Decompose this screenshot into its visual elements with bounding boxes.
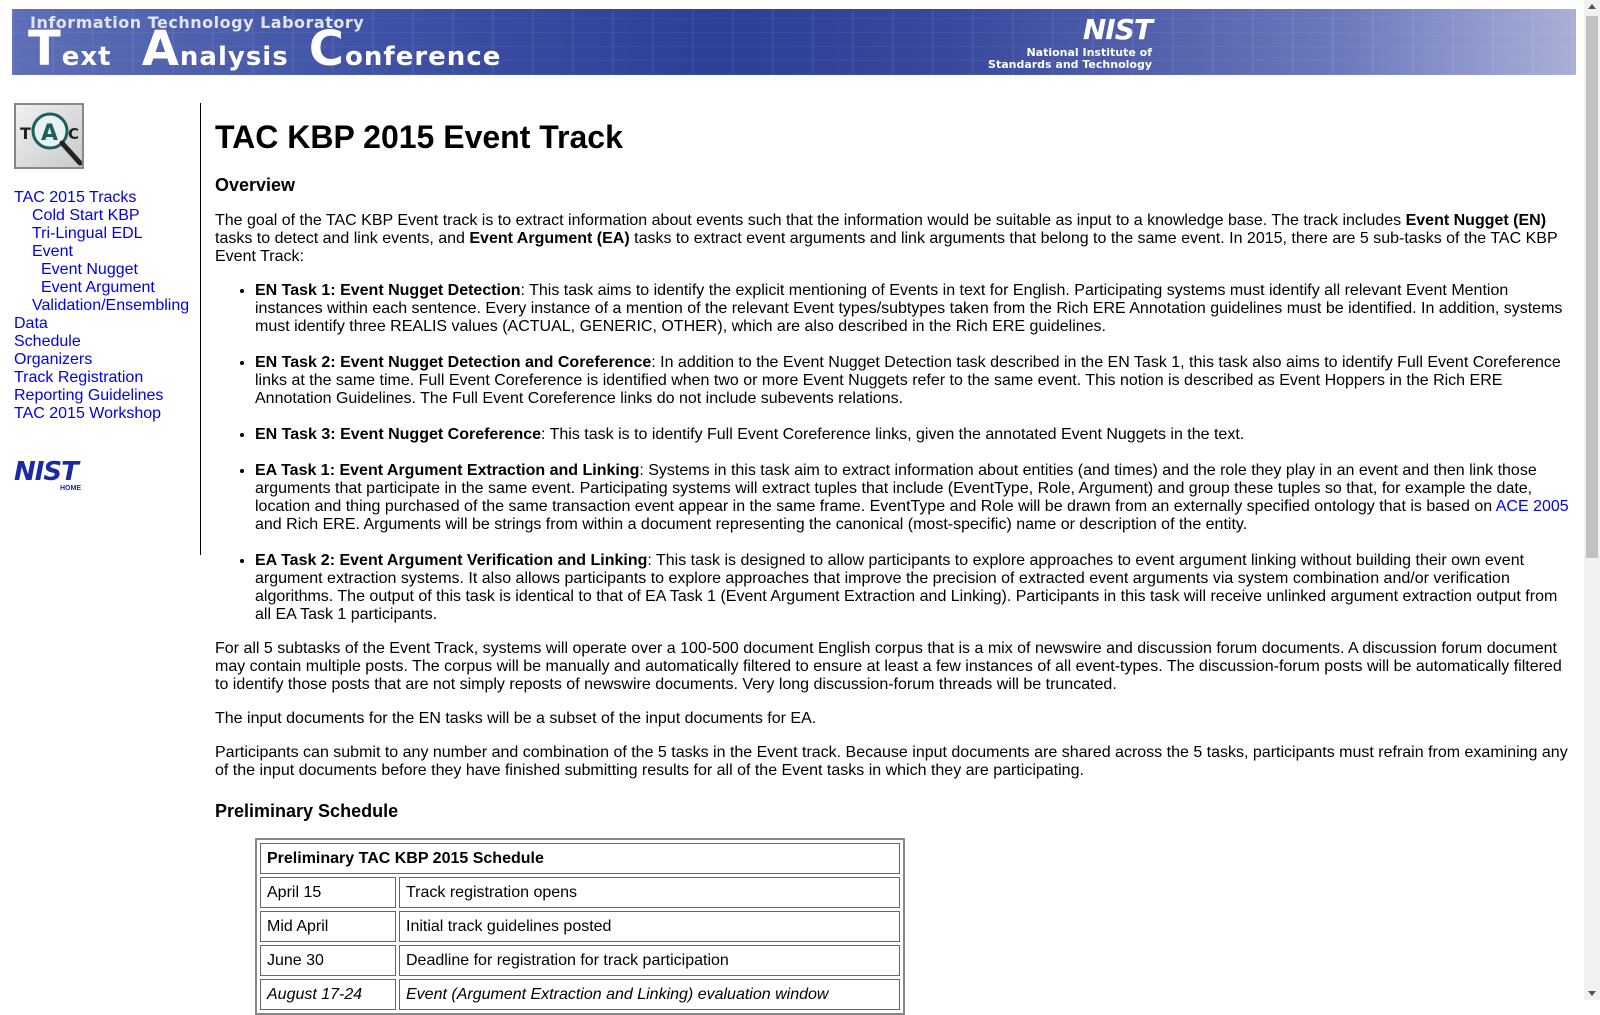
task-description: : Systems in this task aim to extract information about entities (and times) and the role they play in an event and then link those arguments that participate in the same event. Participating systems will extract tuples that include (EventType, Role, Argument) and group these tuples so that, for example the date, location and thing purchased of the same transaction event appear in the same frame. EventType and Role will be drawn from an externally specified ontology that is based on xyxy=(255,462,1537,515)
main-content xyxy=(215,118,1570,1015)
tac-magnifier-logo[interactable] xyxy=(14,103,84,169)
task-name: EN Task 3: Event Nugget Coreference xyxy=(255,426,542,443)
task-description: : This task is designed to allow participants to explore approaches to event argument linking without building their own event argument extraction systems. It also allows participants to explore approaches that improve the precision of extracted event arguments via system combination and/or verification algorithms. The output of this task is identical to that of EA Task 1 (Event Argument Extraction and Linking). Participants in this task will receive unlinked argument extraction output from all EA Task 1 participants. xyxy=(255,552,1558,623)
nav-data[interactable]: Data xyxy=(14,315,48,332)
overview-heading: Overview xyxy=(215,175,296,195)
schedule-event: Deadline for registration for track participation xyxy=(399,945,900,976)
sidebar-nav xyxy=(14,189,200,423)
scrollbar-thumb[interactable] xyxy=(1586,16,1598,558)
task-name: EA Task 2: Event Argument Verification and Linking xyxy=(255,552,648,569)
page-title: TAC KBP 2015 Event Track xyxy=(215,119,623,155)
schedule-event: Initial track guidelines posted xyxy=(399,911,900,942)
task-description: : This task aims to identify the explicit mentioning of Events in text for English. Participating systems must identify all relevant Event Mention instances within each sentence. Every instance of a mention of the relevant Event types/subtypes taken from the Rich ERE Annotation guidelines must be identified. In addition, systems must identify three REALIS values (ACTUAL, GENERIC, OTHER), which are also described in the Rich ERE guidelines. xyxy=(255,282,1563,335)
intro-paragraph xyxy=(215,212,1570,266)
list-item xyxy=(255,426,1570,444)
intro-text-2: tasks to detect and link events, and xyxy=(215,230,470,247)
nav-schedule[interactable]: Schedule xyxy=(14,333,81,350)
scroll-down-icon[interactable] xyxy=(1588,991,1596,996)
title-letter-a: A xyxy=(141,21,180,75)
list-item xyxy=(255,282,1570,336)
nav-reporting-guidelines[interactable]: Reporting Guidelines xyxy=(14,387,164,404)
schedule-date: August 17-24 xyxy=(260,979,396,1010)
input-paragraph: The input documents for the EN tasks will be a subset of the input documents for EA. xyxy=(215,710,817,727)
schedule-heading: Preliminary Schedule xyxy=(215,801,399,821)
participants-paragraph: Participants can submit to any number and combination of the 5 tasks in the Event track. Because input documents are shared across the 5 tasks, participants must refrain from examining any of the input documents before they have finished submitting results for all of the Event tasks in which they are participating. xyxy=(215,744,1568,779)
nav-organizers[interactable]: Organizers xyxy=(14,351,93,368)
title-word-nalysis: nalysis xyxy=(179,42,289,72)
table-row xyxy=(260,877,900,908)
table-row xyxy=(260,911,900,942)
nav-validation-ensembling[interactable]: Validation/Ensembling xyxy=(32,297,190,314)
task-description: : In addition to the Event Nugget Detection task described in the EN Task 1, this task also aims to identify Full Event Coreference links at the same time. Full Event Coreference is identified when two or more Event Nuggets refer to the same event. This notion is described as Event Hoppers in the Rich ERE Annotation Guidelines. The Full Event Coreference links do not include subevents relations. xyxy=(255,354,1561,407)
logo-letter-a: A xyxy=(41,121,59,146)
nav-event-argument[interactable]: Event Argument xyxy=(41,279,155,296)
table-row xyxy=(260,945,900,976)
schedule-event: Track registration opens xyxy=(399,877,900,908)
nist-home-mark: NIST xyxy=(14,457,78,487)
schedule-date: June 30 xyxy=(260,945,396,976)
nist-full-name xyxy=(988,47,1152,71)
nav-event-nugget[interactable]: Event Nugget xyxy=(41,261,138,278)
nav-tri-lingual-edl[interactable]: Tri-Lingual EDL xyxy=(32,225,143,242)
task-name: EN Task 1: Event Nugget Detection xyxy=(255,282,521,299)
schedule-date: April 15 xyxy=(260,877,396,908)
title-word-ext: ext xyxy=(61,42,112,72)
nist-home-link[interactable] xyxy=(14,459,94,495)
nist-mark: NIST xyxy=(1082,13,1152,46)
nav-track-registration[interactable]: Track Registration xyxy=(14,369,144,386)
logo-letter-t: T xyxy=(20,124,31,143)
title-word-onference: onference xyxy=(345,42,502,72)
title-letter-c: C xyxy=(308,21,346,75)
logo-letter-c: C xyxy=(68,125,80,143)
schedule-date: Mid April xyxy=(260,911,396,942)
intro-ea-bold: Event Argument (EA) xyxy=(469,230,630,247)
list-item xyxy=(255,552,1570,624)
magnifier-icon xyxy=(16,105,82,167)
table-header-row xyxy=(260,843,900,874)
sidebar xyxy=(14,103,201,555)
task-name: EN Task 2: Event Nugget Detection and Coreference xyxy=(255,354,652,371)
page-scrollbar[interactable] xyxy=(1584,0,1600,1000)
nist-banner-logo xyxy=(952,13,1152,69)
list-item xyxy=(255,354,1570,408)
ace-2005-link[interactable]: ACE 2005 xyxy=(1495,498,1569,515)
itl-label: Information Technology Laboratory xyxy=(30,13,365,32)
task-description: : This task is to identify Full Event Coreference links, given the annotated Event Nuggets in the text. xyxy=(541,426,1245,443)
nav-tac-2015-workshop[interactable]: TAC 2015 Workshop xyxy=(14,405,162,422)
nist-home-label: HOME xyxy=(60,485,81,492)
nist-line-1: National Institute of xyxy=(1026,46,1152,59)
intro-en-bold: Event Nugget (EN) xyxy=(1405,212,1547,229)
table-row xyxy=(260,979,900,1010)
task-list xyxy=(215,282,1570,624)
nav-tac-2015-tracks[interactable]: TAC 2015 Tracks xyxy=(14,189,137,206)
nav-event[interactable]: Event xyxy=(32,243,73,260)
task-description-cont: and Rich ERE. Arguments will be strings from within a document representing the canonical (most-specific) name or description of the entity. xyxy=(255,516,1248,533)
schedule-table xyxy=(255,838,905,1015)
schedule-table-title: Preliminary TAC KBP 2015 Schedule xyxy=(260,843,900,874)
schedule-event: Event (Argument Extraction and Linking) evaluation window xyxy=(399,979,900,1010)
intro-text-3: tasks to extract event arguments and link arguments that belong to the same event. In 2015, there are 5 sub-tasks of the TAC KBP Event Track: xyxy=(215,230,1558,265)
title-letter-t: T xyxy=(28,21,62,75)
site-banner xyxy=(12,9,1576,75)
scroll-up-icon[interactable] xyxy=(1588,4,1596,9)
nav-cold-start-kbp[interactable]: Cold Start KBP xyxy=(32,207,140,224)
task-name: EA Task 1: Event Argument Extraction and Linking xyxy=(255,462,640,479)
intro-text-1: The goal of the TAC KBP Event track is to extract information about events such that the information would be suitable as input to a knowledge base. The track includes xyxy=(215,212,1406,229)
corpus-paragraph: For all 5 subtasks of the Event Track, systems will operate over a 100-500 document English corpus that is a mix of newswire and discussion forum documents. A discussion forum document may contain multiple posts. The corpus will be manually and automatically filtered to ensure at least a few instances of all event-types. The discussion-forum posts will be automatically filtered to identify those posts that are not simply reposts of newswire documents. Very long discussion-forum threads will be truncated. xyxy=(215,640,1562,693)
list-item xyxy=(255,462,1570,534)
nist-line-2: Standards and Technology xyxy=(988,58,1152,71)
